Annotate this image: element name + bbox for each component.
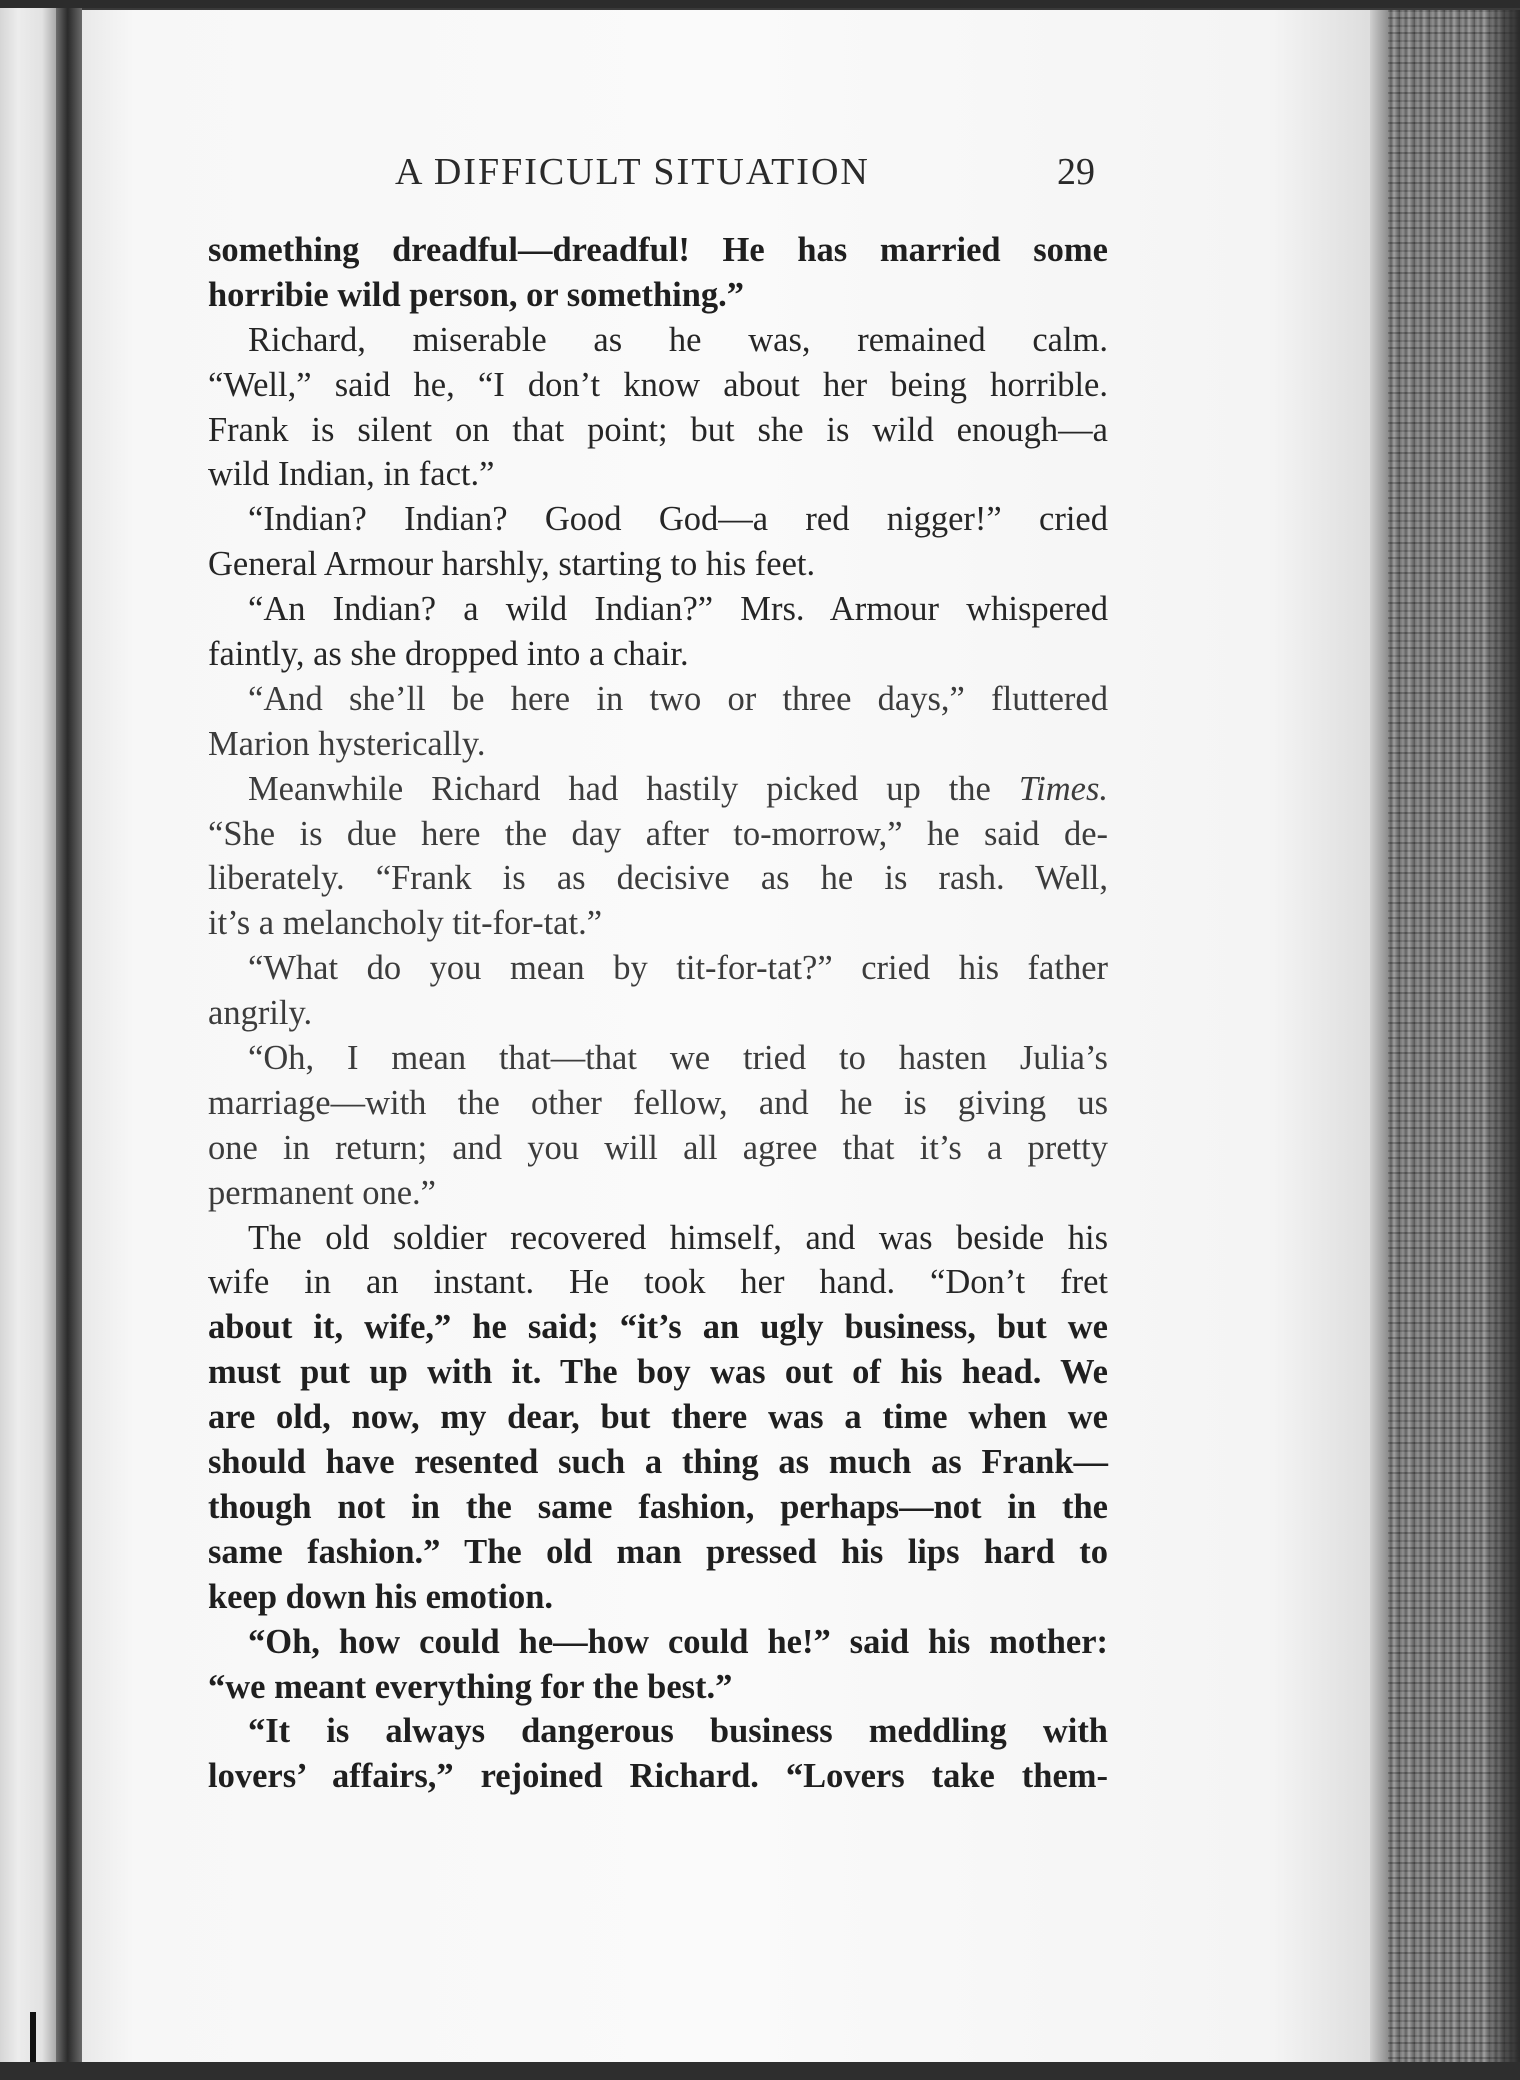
- book-gutter: [56, 8, 82, 2068]
- text-line: The old soldier recovered himself, and was beside his: [248, 1218, 1108, 1257]
- text-line: Marion hysterically.: [208, 724, 486, 763]
- text-line: keep down his emotion.: [208, 1577, 554, 1616]
- text-line: about it, wife,” he said; “it’s an ugly business, but we: [208, 1308, 1108, 1347]
- page-number: 29: [1057, 151, 1095, 193]
- text-line: “Oh, I mean that—that we tried to hasten Julia’s: [248, 1039, 1108, 1078]
- text-line: “And she’ll be here in two or three days,” fluttered: [248, 679, 1108, 718]
- scan-bottom-border: [0, 2062, 1520, 2080]
- body-text: [208, 228, 1108, 1799]
- text-line: angrily.: [208, 994, 313, 1033]
- text-line: [208, 767, 1108, 812]
- italic-title: Times.: [1018, 769, 1109, 808]
- text-line: “It is always dangerous business meddling with: [248, 1712, 1108, 1751]
- text-line: General Armour harshly, starting to his feet.: [208, 545, 816, 584]
- facing-page-edge: [0, 8, 60, 2068]
- text-line: “Oh, how could he—how could he!” said his mother:: [248, 1622, 1108, 1661]
- page-block-edges: [1370, 10, 1520, 2070]
- text-line: wild Indian, in fact.”: [208, 455, 495, 494]
- text-line: lovers’ affairs,” rejoined Richard. “Lovers take them-: [208, 1757, 1108, 1796]
- text-line: “Well,” said he, “I don’t know about her being horrible.: [208, 365, 1108, 404]
- text-line-lead: Meanwhile Richard had hastily picked up the: [248, 769, 991, 808]
- text-line: same fashion.” The old man pressed his lips hard to: [208, 1532, 1108, 1571]
- text-line: should have resented such a thing as much as Frank—: [208, 1443, 1108, 1482]
- text-line: “An Indian? a wild Indian?” Mrs. Armour whispered: [248, 590, 1108, 629]
- text-line: though not in the same fashion, perhaps—not in the: [208, 1487, 1108, 1526]
- text-line: “we meant everything for the best.”: [208, 1667, 733, 1706]
- running-head: [200, 150, 1100, 210]
- text-line: faintly, as she dropped into a chair.: [208, 635, 689, 674]
- text-line: something dreadful—dreadful! He has married some: [208, 231, 1108, 269]
- text-line: must put up with it. The boy was out of his head. We: [208, 1353, 1108, 1392]
- text-line: “She is due here the day after to-morrow,” he said de-: [208, 814, 1108, 853]
- text-line: one in return; and you will all agree that it’s a pretty: [208, 1128, 1108, 1167]
- chapter-title: A DIFFICULT SITUATION: [395, 151, 870, 193]
- text-line: it’s a melancholy tit-for-tat.”: [208, 904, 603, 943]
- text-line: horribie wild person, or something.”: [208, 275, 745, 314]
- scan-top-border: [0, 0, 1520, 8]
- text-line: “Indian? Indian? Good God—a red nigger!” cried: [248, 500, 1108, 539]
- text-line: are old, now, my dear, but there was a time when we: [208, 1398, 1108, 1437]
- text-line: Frank is silent on that point; but she is wild enough—a: [208, 410, 1108, 449]
- text-line: “What do you mean by tit-for-tat?” cried his father: [248, 949, 1108, 988]
- text-line: marriage—with the other fellow, and he is giving us: [208, 1083, 1108, 1122]
- text-line: Richard, miserable as he was, remained calm.: [248, 320, 1108, 359]
- text-line: wife in an instant. He took her hand. “Don’t fret: [208, 1263, 1108, 1302]
- text-line: permanent one.”: [208, 1173, 436, 1212]
- text-line: liberately. “Frank is as decisive as he is rash. Well,: [208, 859, 1108, 898]
